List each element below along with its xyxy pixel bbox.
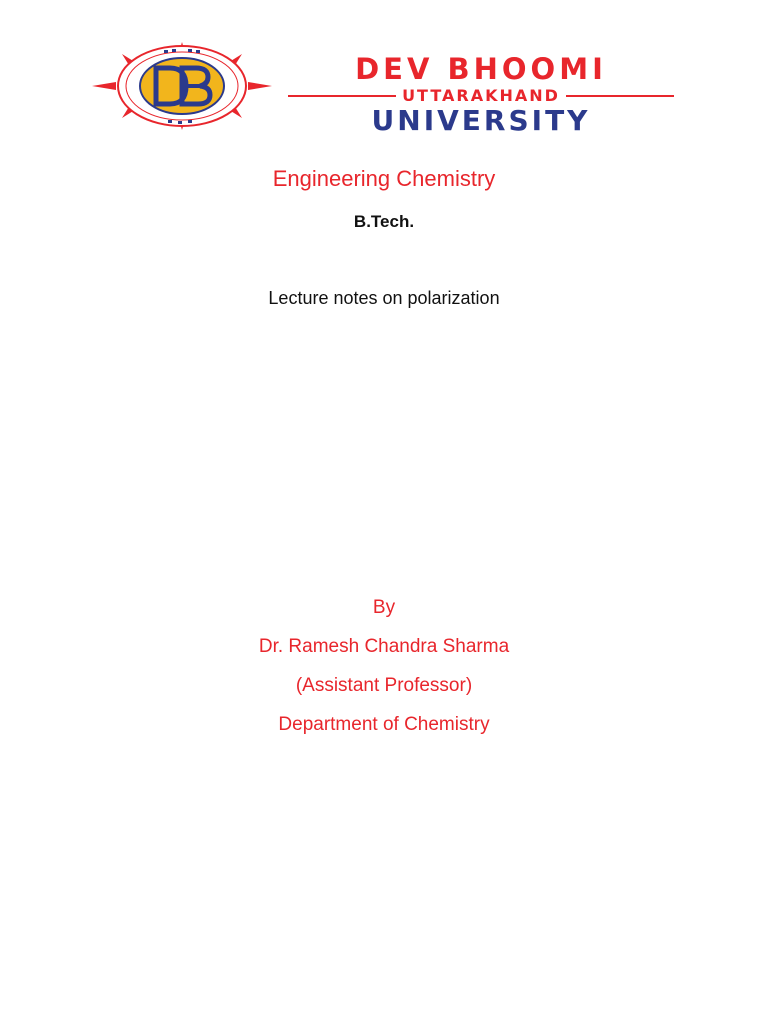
university-emblem-icon bbox=[92, 42, 272, 130]
author-name: Dr. Ramesh Chandra Sharma bbox=[258, 636, 510, 657]
wordmark-uttarakhand-text: UTTARAKHAND bbox=[402, 86, 560, 105]
author-position: (Assistant Professor) bbox=[295, 675, 473, 696]
university-logo bbox=[92, 40, 682, 136]
university-wordmark bbox=[288, 52, 674, 137]
author-by-label: By bbox=[372, 597, 396, 618]
wordmark-line-university: UNIVERSITY bbox=[371, 104, 591, 137]
wordmark-rule-right bbox=[566, 95, 674, 97]
wordmark-line-dev-bhoomi: DEV BHOOMI bbox=[355, 52, 607, 86]
wordmark-rule-left bbox=[288, 95, 396, 97]
document-degree: B.Tech. bbox=[353, 212, 415, 231]
document-subject: Lecture notes on polarization bbox=[268, 288, 500, 308]
author-department: Department of Chemistry bbox=[278, 714, 490, 735]
document-title: Engineering Chemistry bbox=[272, 166, 496, 191]
author-block bbox=[0, 596, 768, 752]
wordmark-line-uttarakhand bbox=[288, 87, 674, 105]
